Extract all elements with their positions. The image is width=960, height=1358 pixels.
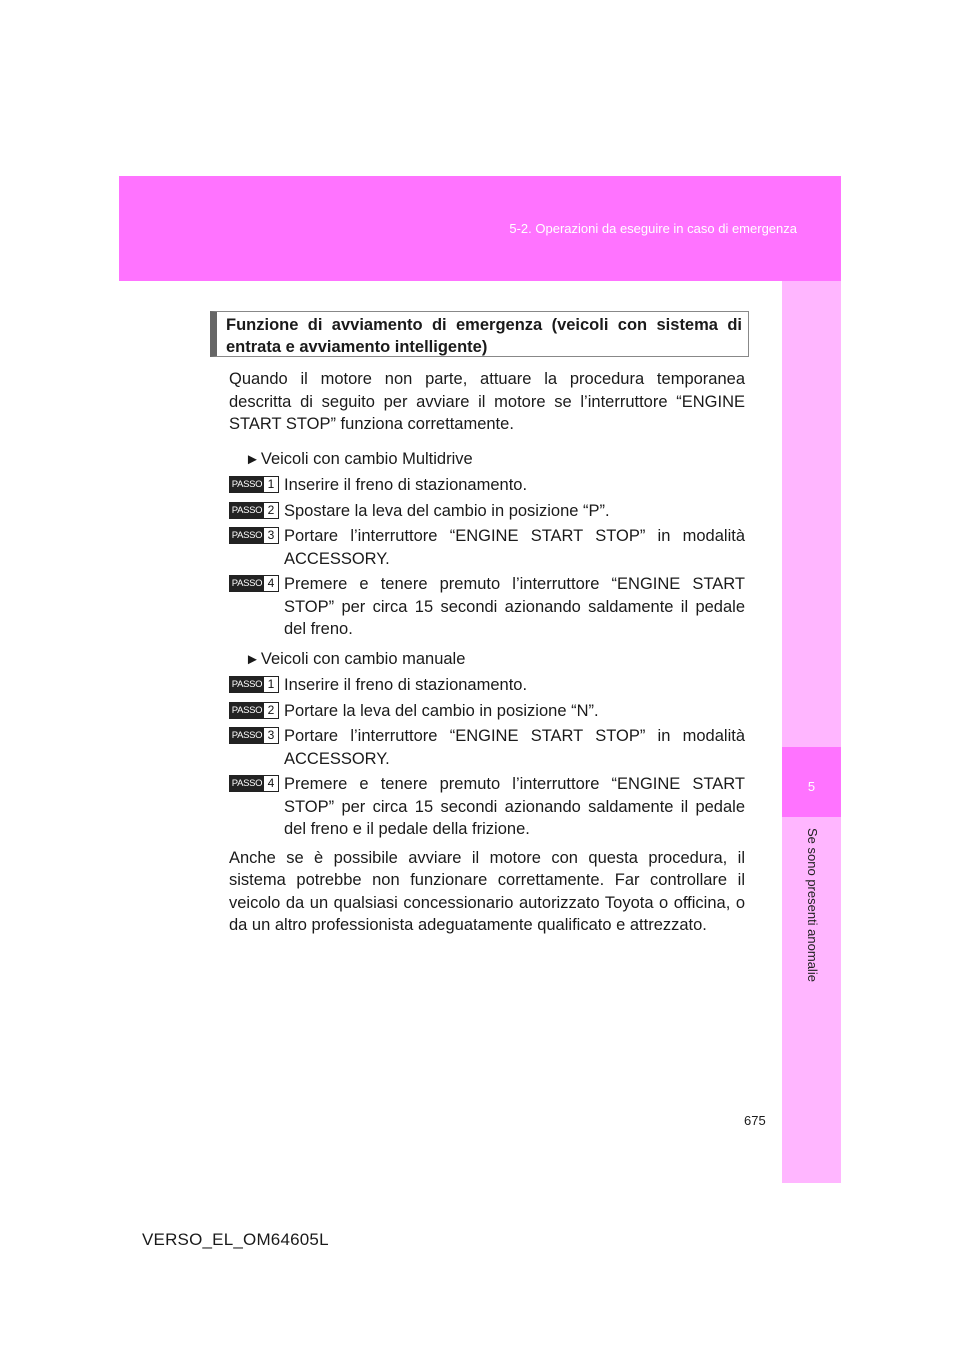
document-code: VERSO_EL_OM64605L bbox=[142, 1230, 329, 1249]
step-badge-icon: PASSO 2 bbox=[229, 702, 279, 719]
step-badge-icon: PASSO 4 bbox=[229, 575, 279, 592]
step-text: Inserire il freno di stazionamento. bbox=[284, 676, 528, 694]
chapter-number: 5 bbox=[807, 779, 816, 794]
step-text: Premere e tenere premuto l’interruttore “ENGINE START STOP” per circa 15 secondi azionando saldamente il pedale del freno e il pedale della frizione. bbox=[284, 775, 745, 838]
step-text: Inserire il freno di stazionamento. bbox=[284, 476, 528, 494]
triangle-bullet-icon: ► bbox=[245, 650, 260, 668]
step-badge-icon: PASSO 1 bbox=[229, 476, 279, 493]
step-item bbox=[229, 573, 745, 641]
step-badge-icon: PASSO 1 bbox=[229, 676, 279, 693]
step-text: Portare l’interruttore “ENGINE START STOP” in modalità ACCESSORY. bbox=[284, 527, 745, 568]
vehicle-type-label: Veicoli con cambio manuale bbox=[260, 649, 466, 668]
step-text: Portare l’interruttore “ENGINE START STOP” in modalità ACCESSORY. bbox=[284, 727, 745, 768]
vehicle-type-label: Veicoli con cambio Multidrive bbox=[260, 449, 473, 468]
chapter-tab bbox=[782, 747, 841, 817]
content-area bbox=[229, 368, 745, 937]
step-item bbox=[229, 725, 745, 770]
step-item bbox=[229, 674, 745, 697]
step-item bbox=[229, 773, 745, 841]
triangle-bullet-icon: ► bbox=[245, 450, 260, 468]
step-badge-icon: PASSO 4 bbox=[229, 775, 279, 792]
step-text: Portare la leva del cambio in posizione “N”. bbox=[284, 701, 599, 720]
step-badge-icon: PASSO 3 bbox=[229, 727, 279, 744]
side-strip bbox=[782, 281, 841, 1183]
step-badge-icon: PASSO 2 bbox=[229, 502, 279, 519]
chapter-title: Se sono presenti anomalie bbox=[805, 828, 820, 982]
page-number: 675 bbox=[744, 1113, 766, 1128]
step-item bbox=[229, 474, 745, 497]
step-item bbox=[229, 500, 745, 523]
step-item bbox=[229, 700, 745, 723]
header-band bbox=[119, 176, 841, 281]
closing-paragraph: Anche se è possibile avviare il motore con questa procedura, il sistema potrebbe non funzionare correttamente. Far controllare il veicolo da un qualsiasi concessionario autorizzato Toyota o officina, o da un altro professionista adeguatamente qualificato e attrezzato. bbox=[229, 848, 745, 934]
vehicle-type-heading bbox=[245, 648, 745, 672]
step-text: Premere e tenere premuto l’interruttore “ENGINE START STOP” per circa 15 secondi azionando saldamente il pedale del freno. bbox=[284, 575, 745, 638]
step-item bbox=[229, 525, 745, 570]
vehicle-type-heading bbox=[245, 448, 745, 472]
topic-title-box: Funzione di avviamento di emergenza (veicoli con sistema di entrata e avviamento intelligente) bbox=[210, 311, 749, 357]
step-text: Spostare la leva del cambio in posizione “P”. bbox=[284, 501, 610, 520]
intro-paragraph: Quando il motore non parte, attuare la procedura temporanea descritta di seguito per avviare il motore se l’interruttore “ENGINE START STOP” funziona correttamente. bbox=[229, 370, 745, 433]
group-multidrive bbox=[229, 448, 745, 641]
section-reference: 5-2. Operazioni da eseguire in caso di emergenza bbox=[509, 221, 797, 236]
group-manual bbox=[229, 648, 745, 841]
step-badge-icon: PASSO 3 bbox=[229, 527, 279, 544]
